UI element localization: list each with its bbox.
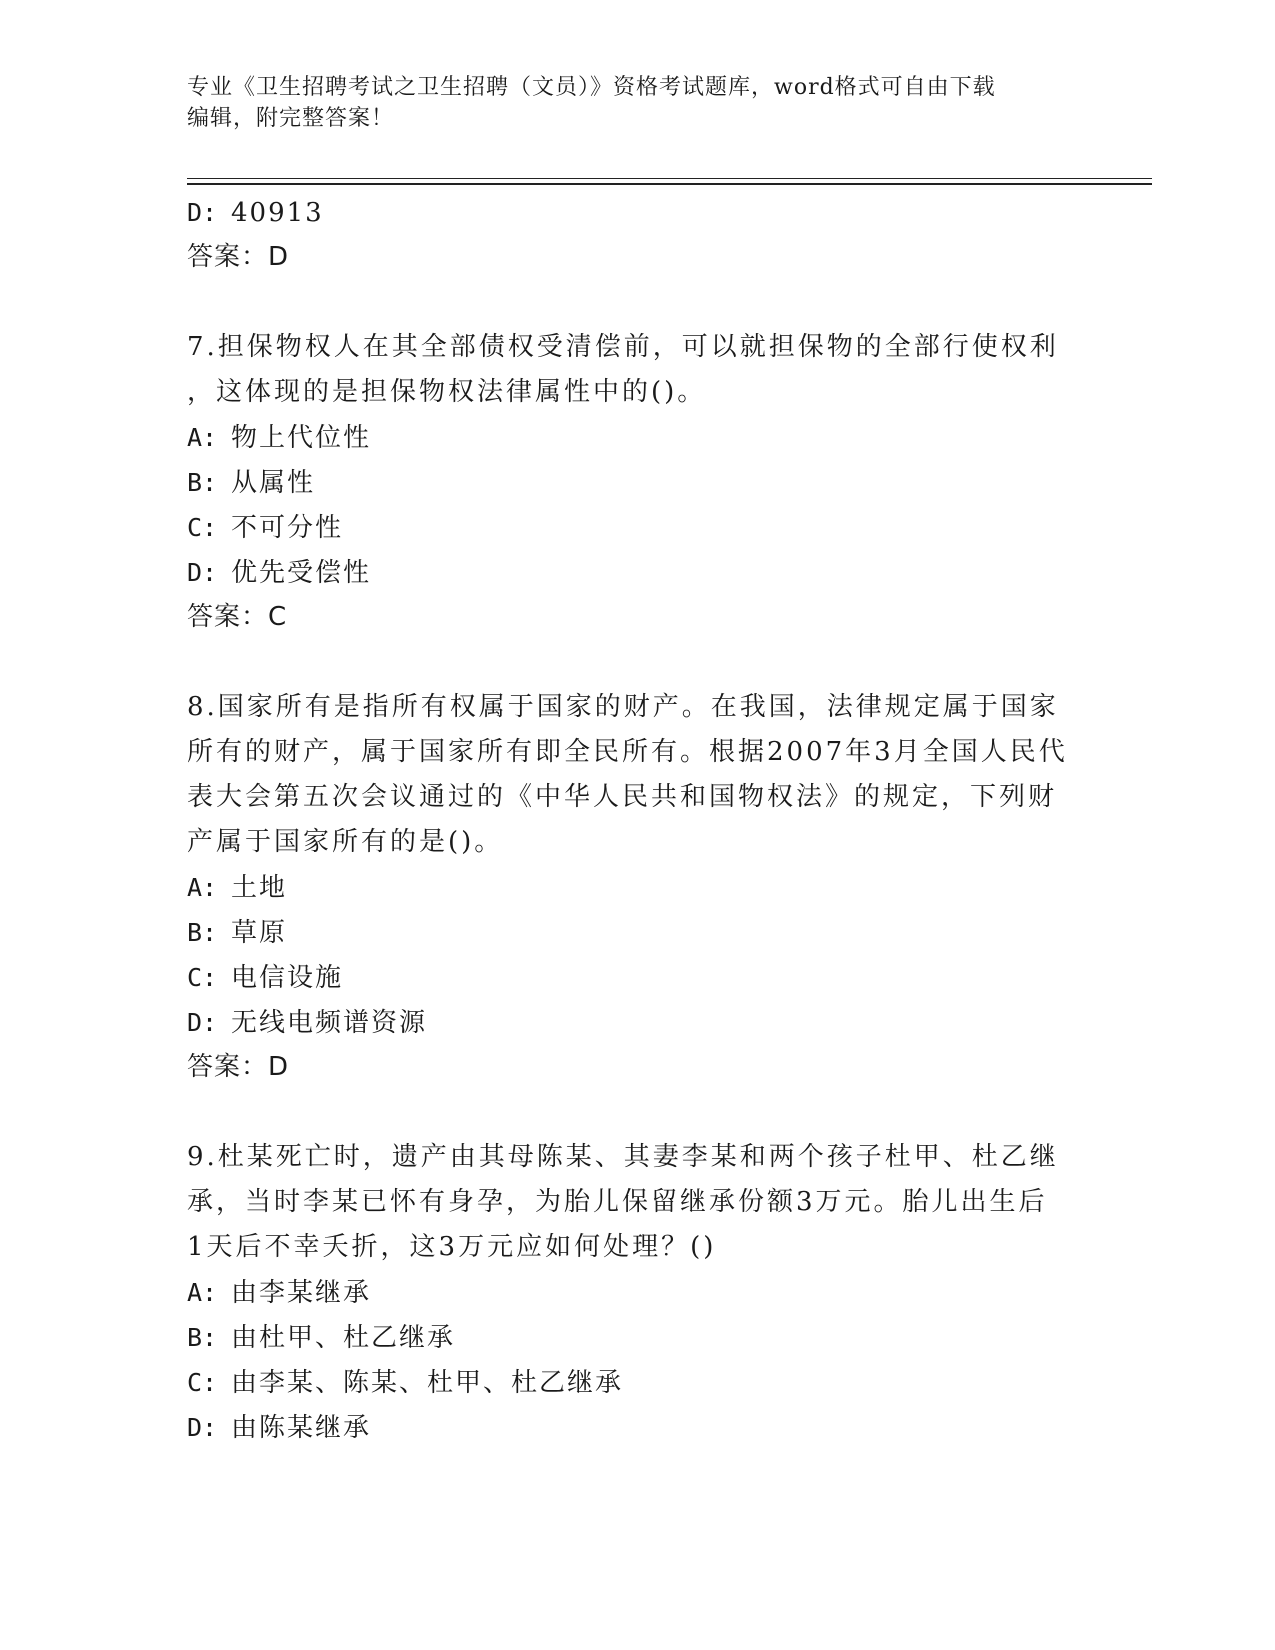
option-row: [187, 1405, 1087, 1450]
answer-line: 答案：C: [187, 602, 288, 632]
header-line-1: 专业《卫生招聘考试之卫生招聘（文员）》资格考试题库，word格式可自由下载: [187, 75, 996, 100]
question-gap: [187, 640, 1087, 685]
question-7: [187, 325, 1087, 640]
question-8: [187, 685, 1087, 1090]
option-text: 由杜甲、杜乙继承: [231, 1323, 456, 1353]
option-letter: A:: [187, 1278, 218, 1307]
option-row: [187, 505, 1087, 550]
option-text: 优先受偿性: [231, 558, 372, 588]
question-list: [187, 190, 1087, 1450]
option-row: [187, 865, 1087, 910]
option-text: 无线电频谱资源: [231, 1008, 428, 1038]
option-text: 草原: [231, 918, 288, 948]
question-stem-line: 8.国家所有是指所有权属于国家的财产。在我国，法律规定属于国家: [187, 692, 1059, 722]
option-text: 由李某、陈某、杜甲、杜乙继承: [231, 1368, 624, 1398]
option-letter: B:: [187, 1323, 218, 1352]
option-row: [187, 550, 1087, 595]
option-letter: A:: [187, 423, 218, 452]
option-row: [187, 1315, 1087, 1360]
option-text: 电信设施: [231, 963, 344, 993]
question-9: [187, 1135, 1087, 1450]
option-text: 不可分性: [231, 513, 344, 543]
question-stem-line: 9.杜某死亡时，遗产由其母陈某、其妻李某和两个孩子杜甲、杜乙继: [187, 1142, 1059, 1172]
option-letter: D:: [187, 1413, 218, 1442]
option-row: [187, 910, 1087, 955]
option-letter: B:: [187, 918, 218, 947]
option-letter: C:: [187, 513, 218, 542]
option-row: [187, 1270, 1087, 1315]
header-divider-thin: [187, 178, 1152, 179]
option-letter: D:: [187, 198, 218, 227]
question-gap: [187, 280, 1087, 325]
option-row: [187, 190, 1087, 235]
option-letter: D:: [187, 558, 218, 587]
question-stem-line: 7.担保物权人在其全部债权受清偿前，可以就担保物的全部行使权利: [187, 332, 1059, 362]
option-letter: C:: [187, 1368, 218, 1397]
question-stem-line: 表大会第五次会议通过的《中华人民共和国物权法》的规定，下列财: [187, 782, 1058, 812]
option-row: [187, 415, 1087, 460]
page-header: [187, 72, 1067, 134]
option-text: 土地: [231, 873, 288, 903]
option-text: 40913: [231, 198, 324, 228]
option-row: [187, 1360, 1087, 1405]
option-row: [187, 1000, 1087, 1045]
question-stem-line: 承，当时李某已怀有身孕，为胎儿保留继承份额3万元。胎儿出生后: [187, 1187, 1048, 1217]
option-row: [187, 460, 1087, 505]
answer-line: 答案：D: [187, 1052, 290, 1082]
option-letter: D:: [187, 1008, 218, 1037]
question-stem-line: ，这体现的是担保物权法律属性中的()。: [187, 377, 707, 407]
option-letter: A:: [187, 873, 218, 902]
option-text: 由陈某继承: [231, 1413, 372, 1443]
header-divider-thick: [187, 183, 1152, 185]
question-stem-line: 所有的财产，属于国家所有即全民所有。根据2007年3月全国人民代: [187, 737, 1068, 767]
option-text: 从属性: [231, 468, 316, 498]
question-stem-line: 1天后不幸夭折，这3万元应如何处理？(): [187, 1232, 717, 1262]
question-gap: [187, 1090, 1087, 1135]
answer-line: 答案：D: [187, 242, 290, 272]
option-letter: C:: [187, 963, 218, 992]
option-text: 物上代位性: [231, 423, 372, 453]
question-stem-line: 产属于国家所有的是()。: [187, 827, 504, 857]
option-row: [187, 955, 1087, 1000]
question-6-continuation: [187, 190, 1087, 280]
option-letter: B:: [187, 468, 218, 497]
option-text: 由李某继承: [231, 1278, 372, 1308]
header-line-2: 编辑，附完整答案！: [187, 106, 395, 131]
